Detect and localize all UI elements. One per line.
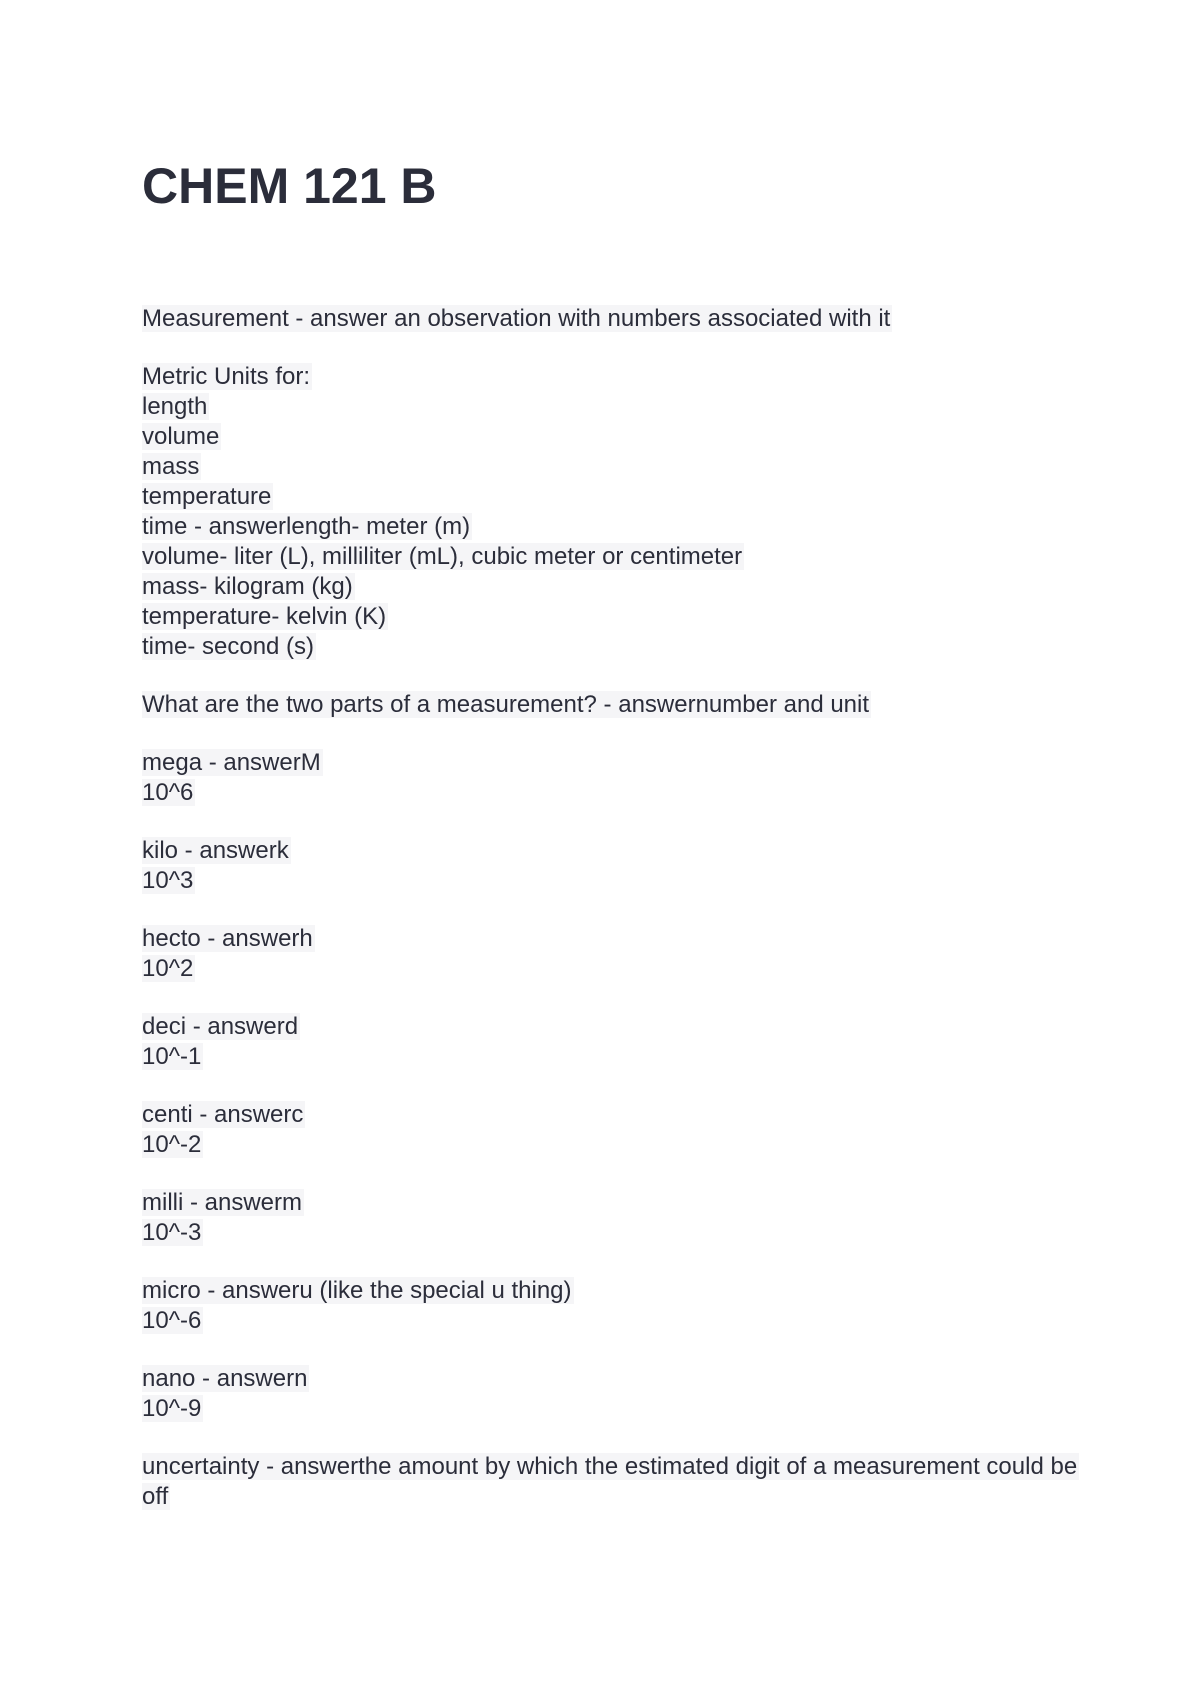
flashcard [142, 1364, 1082, 1424]
card-line: kilo - answerk [142, 837, 289, 864]
flashcard [142, 362, 1082, 662]
card-line: off [142, 1483, 169, 1510]
card-line: 10^3 [142, 867, 194, 894]
flashcard [142, 1100, 1082, 1160]
card-line: 10^-9 [142, 1395, 202, 1422]
flashcard [142, 1276, 1082, 1336]
card-line: 10^6 [142, 779, 194, 806]
flashcard [142, 1012, 1082, 1072]
card-line: 10^2 [142, 955, 194, 982]
card-line: mass [142, 453, 200, 480]
card-line: temperature- kelvin (K) [142, 603, 387, 630]
card-line: temperature [142, 483, 272, 510]
flashcard [142, 748, 1082, 808]
card-line: mass- kilogram (kg) [142, 573, 353, 600]
card-line: deci - answerd [142, 1013, 299, 1040]
card-line: 10^-6 [142, 1307, 202, 1334]
card-line: 10^-2 [142, 1131, 202, 1158]
card-line: centi - answerc [142, 1101, 304, 1128]
page-title: CHEM 121 B [142, 158, 437, 214]
card-line: 10^-1 [142, 1043, 202, 1070]
flashcard [142, 836, 1082, 896]
card-line: 10^-3 [142, 1219, 202, 1246]
card-line: time - answerlength- meter (m) [142, 513, 471, 540]
card-line: mega - answerM [142, 749, 321, 776]
card-line: volume- liter (L), milliliter (mL), cubic meter or centimeter [142, 543, 743, 570]
card-line: hecto - answerh [142, 925, 313, 952]
card-line: nano - answern [142, 1365, 308, 1392]
card-line: uncertainty - answerthe amount by which the estimated digit of a measurement could be [142, 1453, 1078, 1480]
card-line: micro - answeru (like the special u thing) [142, 1277, 572, 1304]
flashcard [142, 924, 1082, 984]
card-line: time- second (s) [142, 633, 315, 660]
card-line: milli - answerm [142, 1189, 303, 1216]
card-line: What are the two parts of a measurement? - answernumber and unit [142, 691, 870, 718]
flashcard [142, 690, 1082, 720]
flashcard [142, 304, 1082, 334]
flashcard [142, 1452, 1082, 1512]
flashcard-list [142, 304, 1082, 1540]
flashcard [142, 1188, 1082, 1248]
card-line: length [142, 393, 208, 420]
card-line: Metric Units for: [142, 363, 311, 390]
card-line: volume [142, 423, 220, 450]
card-line: Measurement - answer an observation with numbers associated with it [142, 305, 891, 332]
